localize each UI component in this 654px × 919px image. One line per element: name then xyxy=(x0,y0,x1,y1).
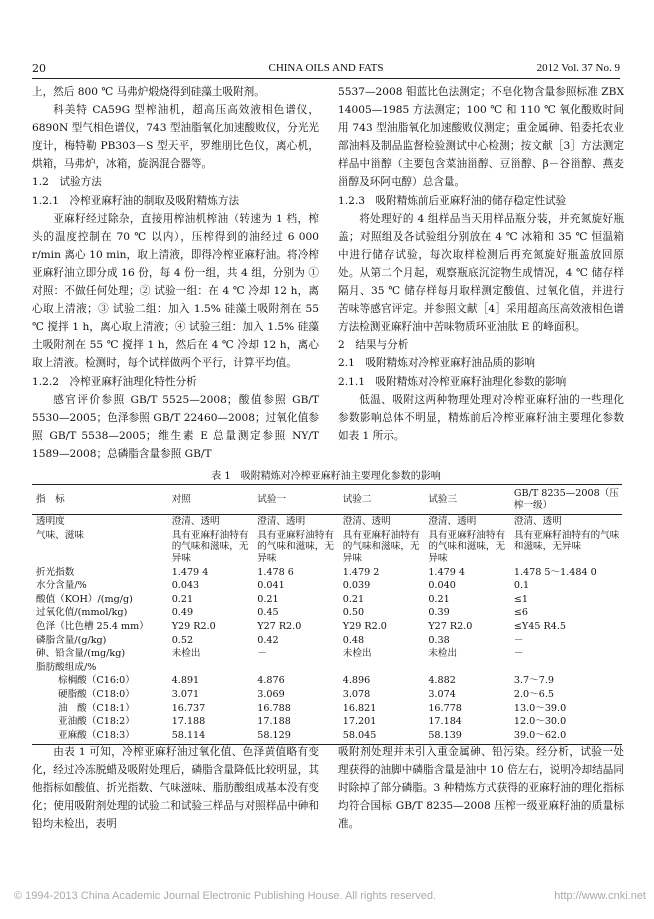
bottom-right-text xyxy=(338,743,624,833)
column-header: 指 标 xyxy=(32,485,168,515)
paragraph: 将处理好的 4 组样品当天用样品瓶分装，并充氮旋好瓶盖；对照组及各试验组分别放在 4 ℃ 冰箱和 35 ℃ 恒温箱中进行储存试验，每次取样检测后再充氮旋好瓶盖放回原处。从第二个月起，观察瓶底沉淀物生成情况，4 ℃ 储存样隔月、35 ℃ 储存样每月取样测定酸值、过氧化值，并进行苦味等感官评定。并参照文献［4］采用超高压高效液相色谱方法检测亚麻籽油中苦味物质环亚油肽 E 的峰面积。 xyxy=(338,212,624,334)
table-cell: Y27 R2.0 xyxy=(428,620,473,632)
table-cell: 0.21 xyxy=(171,593,194,605)
parameters-table xyxy=(32,484,622,745)
table-cell: 0.48 xyxy=(342,634,365,646)
table-cell: 58.045 xyxy=(339,729,425,745)
left-column xyxy=(32,83,319,463)
table-cell: 0.21 xyxy=(342,593,365,605)
table-row xyxy=(32,647,622,661)
table-cell: 0.21 xyxy=(257,593,279,605)
table-cell: 0.50 xyxy=(342,607,365,619)
table-cell: 具有亚麻籽油特有的气味和滋味，无异味 xyxy=(257,529,334,564)
bottom-left-text xyxy=(32,743,319,833)
table-cell: 58.139 xyxy=(424,729,510,745)
row-label: 折光指数 xyxy=(36,566,75,578)
table-row xyxy=(32,661,622,675)
table-cell: 1.478 5～1.484 0 xyxy=(513,566,597,578)
table-cell: 0.1 xyxy=(513,580,530,592)
table-row xyxy=(32,606,622,620)
table-cell: 3.071 xyxy=(171,688,200,700)
page-number: 20 xyxy=(32,62,46,75)
table-cell: 未检出 xyxy=(428,648,458,660)
paragraph: 感官评价参照 GB/T 5525—2008；酸值参照 GB/T 5530—2005；色泽参照 GB/T 22460—2008；过氧化值参照 GB/T 5538—2005；维生素 E 总量测定参照 NY/T 1589—2008；总磷脂含量参照 GB/T xyxy=(32,393,319,460)
table-row xyxy=(32,620,622,634)
table-cell: 0.041 xyxy=(257,580,285,592)
section-heading: 1.2.2 冷榨亚麻籽油理化特性分析 xyxy=(32,375,197,388)
table-cell: 13.0～39.0 xyxy=(513,702,567,714)
table-cell: 17.188 xyxy=(257,716,291,728)
table-cell: 16.788 xyxy=(257,702,291,714)
paragraph: 亚麻籽经过除杂，直接用榨油机榨油（转速为 1 档，榨头的温度控制在 70 ℃ 以内），压榨得到的油经过 6 000 r/min 离心 10 min，取上清液，即得冷榨亚麻籽油。将冷榨亚麻籽油立即分成 16 份，每 4 份一组，共 4 组，分别为 ① 对照：不做任何处理；② 试验一组：在 4 ℃ 冷却 12 h，离心取上清液；③ 试验二组：加入 1.5% 硅藻土吸附剂在 55 ℃ 搅拌 1 h，离心取上清液；④ 试验三组：加入 1.5% 硅藻土吸附剂在 55 ℃ 搅拌 1 h，然后在 4 ℃ 冷却 12 h，离心取上清液。检测时，每个试样做两个平行，计算平均值。 xyxy=(32,212,319,370)
table-cell: 17.201 xyxy=(342,716,377,728)
table-cell: 具有亚麻籽油特有的气味和滋味，无异味 xyxy=(171,529,249,564)
table-cell: 0.42 xyxy=(257,634,279,646)
table-cell: 0.043 xyxy=(171,580,200,592)
column-header: 试验三 xyxy=(424,485,510,515)
table-cell: 0.21 xyxy=(428,593,450,605)
section-heading: 1.2.1 冷榨亚麻籽油的制取及吸附精炼方法 xyxy=(32,194,240,207)
table-cell: ≤1 xyxy=(513,593,529,605)
paragraph: 吸附剂处理并未引入重金属砷、铅污染。经分析，试验一处理获得的油脚中磷脂含量是油中 10 倍左右，说明冷却结晶同时除掉了部分磷脂。3 种精炼方式获得的亚麻籽油的理化指标均符合国标 GB/T 8235—2008 压榨一级亚麻籽油的质量标准。 xyxy=(338,746,624,831)
table-header-row xyxy=(32,485,622,515)
table-row xyxy=(32,515,622,529)
table-cell: 0.49 xyxy=(171,607,194,619)
section-heading: 2.1 吸附精炼对冷榨亚麻籽油品质的影响 xyxy=(338,357,535,370)
right-column xyxy=(338,83,624,445)
row-label: 油 酸（C18:1） xyxy=(58,702,135,714)
table-cell: 澄清、透明 xyxy=(428,516,477,528)
table-cell: ≤Y45 R4.5 xyxy=(513,620,566,632)
table-cell: 0.39 xyxy=(428,607,450,619)
row-label: 亚麻酸（C18:3） xyxy=(32,729,168,745)
table-cell xyxy=(253,661,339,675)
table-cell: 4.876 xyxy=(257,675,285,687)
section-heading: 1.2.3 吸附精炼前后亚麻籽油的储存稳定性试验 xyxy=(338,194,567,207)
row-label: 磷脂含量/(g/kg) xyxy=(36,634,107,646)
table-cell: 58.129 xyxy=(253,729,339,745)
table-cell: 16.821 xyxy=(342,702,377,714)
table-cell: 0.38 xyxy=(428,634,450,646)
row-label: 硬脂酸（C18:0） xyxy=(58,688,135,700)
column-header: GB/T 8235—2008（压榨一级） xyxy=(510,485,622,515)
table-cell: 未检出 xyxy=(171,648,201,660)
paragraph: 科美特 CA59G 型榨油机，超高压高效液相色谱仪，6890N 型气相色谱仪，743 型油脂氧化加速酸败仪，分光光度计，梅特勒 PB303－S 型天平，罗维朋比色仪，离心机，烘箱，马弗炉，冰箱，旋涡混合器等。 xyxy=(32,104,319,171)
table-cell: 3.069 xyxy=(257,688,285,700)
table-row xyxy=(32,593,622,607)
table-cell: 39.0～62.0 xyxy=(510,729,622,745)
table-cell: Y29 R2.0 xyxy=(342,620,387,632)
section-heading: 1.2 试验方法 xyxy=(32,176,102,189)
table-cell: 具有亚麻籽油特有的气味和滋味，无异味 xyxy=(342,529,420,564)
table-cell xyxy=(510,661,622,675)
row-label: 水分含量/% xyxy=(36,580,87,592)
table-cell: 0.039 xyxy=(342,580,371,592)
table-row xyxy=(32,566,622,580)
table-row xyxy=(32,674,622,688)
row-label: 过氧化值/(mmol/kg) xyxy=(36,607,128,619)
row-label: 气味、滋味 xyxy=(36,529,84,541)
row-label: 砷、铅含量/(mg/kg) xyxy=(36,648,126,660)
table-cell: ≤6 xyxy=(513,607,529,619)
table-cell: 0.040 xyxy=(428,580,456,592)
header-rule xyxy=(32,78,620,79)
table-cell: 4.882 xyxy=(428,675,456,687)
table-cell: 4.891 xyxy=(171,675,200,687)
table-cell: 澄清、透明 xyxy=(171,516,220,528)
table-body xyxy=(32,515,622,745)
table-row xyxy=(32,688,622,702)
row-label: 酸值（KOH）/(mg/g) xyxy=(36,593,133,605)
table-cell: － xyxy=(513,648,524,660)
row-label: 透明度 xyxy=(36,516,65,528)
table-cell: 0.45 xyxy=(257,607,279,619)
table-cell: 17.188 xyxy=(171,716,206,728)
table-cell: 具有亚麻籽油特有的气味和滋味，无异味 xyxy=(513,529,620,553)
table-cell: 3.7～7.9 xyxy=(513,675,554,687)
paragraph: 低温、吸附这两种物理处理对冷榨亚麻籽油的一些理化参数影响总体不明显，精炼前后冷榨亚麻籽油主要理化参数如表 1 所示。 xyxy=(338,393,624,442)
column-header: 对照 xyxy=(168,485,254,515)
table-cell: 0.52 xyxy=(171,634,194,646)
journal-title: CHINA OILS AND FATS xyxy=(268,62,384,74)
table-cell: 4.896 xyxy=(342,675,371,687)
table-cell: 澄清、透明 xyxy=(257,516,306,528)
table-cell: Y29 R2.0 xyxy=(171,620,216,632)
table-cell: 3.078 xyxy=(342,688,371,700)
table-cell xyxy=(339,661,425,675)
table-cell: 16.778 xyxy=(428,702,462,714)
row-label: 亚油酸（C18:2） xyxy=(58,716,135,728)
row-label: 棕榈酸（C16:0） xyxy=(58,675,135,687)
paragraph: 由表 1 可知，冷榨亚麻籽油过氧化值、色泽黄值略有变化，经过冷冻脱蜡及吸附处理后，磷脂含量降低比较明显，其他指标如酸值、折光指数、气味滋味、脂肪酸组成基本没有变化；使用吸附剂处理的试验二和试验三样品与对照样品中砷和铅均未检出，表明 xyxy=(32,746,319,831)
column-header: 试验一 xyxy=(253,485,339,515)
table-cell xyxy=(424,661,510,675)
table-cell: 具有亚麻籽油特有的气味和滋味，无异味 xyxy=(428,529,506,564)
table-cell: 1.479 4 xyxy=(171,566,209,578)
table-cell: 12.0～30.0 xyxy=(513,716,567,728)
table-cell: Y27 R2.0 xyxy=(257,620,302,632)
table-cell: － xyxy=(257,648,267,660)
table-cell xyxy=(168,661,254,675)
table-row xyxy=(32,715,622,729)
volume-info: 2012 Vol. 37 No. 9 xyxy=(536,62,620,74)
table-row xyxy=(32,634,622,648)
row-label: 色泽（比色槽 25.4 mm） xyxy=(36,620,149,632)
table-cell: 澄清、透明 xyxy=(513,516,562,528)
table-row xyxy=(32,529,622,566)
column-header: 试验二 xyxy=(339,485,425,515)
table-cell: 1.478 6 xyxy=(257,566,294,578)
table-caption: 表 1 吸附精炼对冷榨亚麻籽油主要理化参数的影响 xyxy=(211,471,441,482)
table-cell: 16.737 xyxy=(171,702,206,714)
section-heading: 2.1.1 吸附精炼对冷榨亚麻籽油理化参数的影响 xyxy=(338,375,567,388)
paragraph: 上，然后 800 ℃ 马弗炉煅烧得到硅藻土吸附剂。 xyxy=(32,86,265,98)
row-label: 脂肪酸组成/% xyxy=(36,661,97,673)
table-row xyxy=(32,579,622,593)
running-header xyxy=(32,62,620,76)
table-cell: － xyxy=(513,634,524,646)
copyright-notice: © 1994-2013 China Academic Journal Electronic Publishing House. All rights reserved. xyxy=(14,890,437,902)
paragraph: 5537—2008 钼蓝比色法测定；不皂化物含量参照标准 ZBX 14005—1985 方法测定；100 ℃ 和 110 ℃ 氧化酸败时间用 743 型油脂氧化加速酸败仪测定；重金属砷、铅委托农业部油料及制品监督检验测试中心检测；按文献［3］方法测定样品中甾醇（主要包含菜油甾醇、豆甾醇、β－谷甾醇、燕麦甾醇及环阿屯醇）总含量。 xyxy=(338,86,624,189)
table-cell: 17.184 xyxy=(428,716,462,728)
table-cell: 1.479 4 xyxy=(428,566,465,578)
section-heading: 2 结果与分析 xyxy=(338,339,409,352)
table-row xyxy=(32,702,622,716)
table-cell: 58.114 xyxy=(168,729,254,745)
cnki-link[interactable]: http://www.cnki.net xyxy=(554,890,646,902)
table-cell: 未检出 xyxy=(342,648,372,660)
table-cell: 1.479 2 xyxy=(342,566,380,578)
table-cell: 3.074 xyxy=(428,688,456,700)
table-cell: 2.0～6.5 xyxy=(513,688,554,700)
table-cell: 澄清、透明 xyxy=(342,516,391,528)
